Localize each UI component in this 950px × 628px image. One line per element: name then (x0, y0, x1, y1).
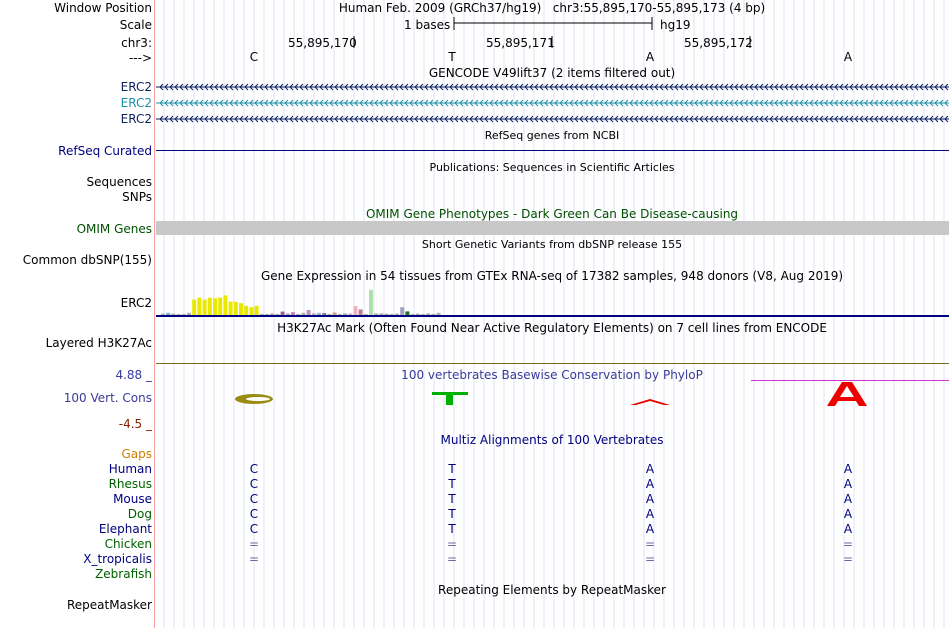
species-base: C (249, 492, 259, 506)
species-base: = (446, 552, 458, 566)
phylop-logo-a-large (827, 382, 867, 406)
species-base: A (843, 462, 853, 476)
species-base: = (644, 552, 656, 566)
species-label-dog[interactable]: Dog (127, 507, 152, 521)
species-base: = (644, 537, 656, 551)
species-base: A (645, 462, 655, 476)
species-base: A (645, 507, 655, 521)
gtex-tissue-bar[interactable] (192, 300, 196, 315)
pubs-label-snps[interactable]: SNPs (122, 190, 152, 204)
gencode-item-label-2[interactable]: ERC2 (120, 96, 152, 110)
species-base: = (446, 537, 458, 551)
gtex-tissue-bar[interactable] (208, 298, 212, 315)
ref-base-3: A (645, 50, 655, 64)
gtex-tissue-bar[interactable] (218, 298, 222, 315)
species-base: C (249, 522, 259, 536)
h3k27ac-label[interactable]: Layered H3K27Ac (45, 336, 152, 350)
ref-base-4: A (843, 50, 853, 64)
species-base: A (645, 477, 655, 491)
gencode-features[interactable] (0, 80, 950, 130)
gencode-track-title[interactable]: GENCODE V49lift37 (2 items filtered out) (428, 66, 676, 80)
ref-base-1: C (249, 50, 259, 64)
species-base: T (448, 507, 456, 521)
gtex-tissue-bar[interactable] (369, 290, 373, 315)
phylop-logo-area[interactable] (0, 378, 950, 418)
coord-1: 55,895,170 (288, 36, 357, 50)
scale-bases: 1 bases (404, 18, 451, 32)
species-base: A (645, 522, 655, 536)
species-label-chicken[interactable]: Chicken (104, 537, 152, 551)
gtex-label[interactable]: ERC2 (120, 296, 152, 310)
scale-assembly: hg19 (660, 18, 691, 32)
omim-feature-bar[interactable] (156, 221, 949, 235)
dbsnp-label[interactable]: Common dbSNP(155) (22, 253, 152, 267)
species-base: T (448, 492, 456, 506)
gtex-tissue-bar[interactable] (223, 295, 227, 315)
scale-label: Scale (119, 18, 152, 32)
refseq-track-title[interactable]: RefSeq genes from NCBI (484, 129, 620, 142)
window-position-label: Window Position (54, 1, 152, 15)
gtex-tissue-bar[interactable] (244, 306, 248, 315)
species-base: C (249, 462, 259, 476)
gtex-tissue-bar[interactable] (234, 302, 238, 315)
coord-2: 55,895,171 (486, 36, 555, 50)
rmsk-label[interactable]: RepeatMasker (66, 598, 152, 612)
gtex-tissue-bar[interactable] (353, 306, 357, 315)
refseq-label[interactable]: RefSeq Curated (58, 144, 152, 158)
species-base: A (843, 507, 853, 521)
window-position-value: Human Feb. 2009 (GRCh37/hg19) chr3:55,895,170-55,895,173 (4 bp) (338, 1, 766, 15)
species-base: C (249, 507, 259, 521)
species-label-x_tropicalis[interactable]: X_tropicalis (83, 552, 152, 566)
gtex-tissue-bar[interactable] (203, 300, 207, 315)
gencode-feature-1[interactable] (156, 84, 949, 90)
gtex-tissue-bar[interactable] (249, 307, 253, 315)
refseq-feature-line[interactable] (156, 150, 949, 151)
phylop-label[interactable]: 100 Vert. Cons (63, 391, 152, 405)
gtex-tissue-bar[interactable] (239, 303, 243, 315)
species-label-rhesus[interactable]: Rhesus (108, 477, 152, 491)
phylop-min-label: -4.5 _ (118, 417, 152, 431)
gtex-tissue-bar[interactable] (255, 306, 259, 315)
phylop-logo-a-small (630, 399, 670, 405)
strand-label: ---> (128, 51, 152, 65)
phylop-max-label: 4.88 _ (115, 368, 152, 382)
species-label-mouse[interactable]: Mouse (113, 492, 152, 506)
phylop-logo-t (432, 392, 468, 405)
chrom-label: chr3: (121, 36, 152, 50)
species-base: A (645, 492, 655, 506)
coord-3: 55,895,172 (684, 36, 753, 50)
gaps-label[interactable]: Gaps (121, 447, 152, 461)
gencode-feature-3[interactable] (156, 116, 949, 122)
species-base: = (248, 537, 260, 551)
gtex-tissue-bar[interactable] (400, 307, 404, 315)
ref-base-2: T (448, 50, 456, 64)
species-base: = (248, 552, 260, 566)
h3k27ac-track-title[interactable]: H3K27Ac Mark (Often Found Near Active Regulatory Elements) on 7 cell lines from ENCODE (277, 321, 827, 335)
omim-label[interactable]: OMIM Genes (76, 222, 152, 236)
gencode-feature-2[interactable] (156, 100, 949, 106)
species-base: T (448, 462, 456, 476)
phylop-logo-c (235, 394, 273, 404)
species-base: A (843, 522, 853, 536)
omim-track-title[interactable]: OMIM Gene Phenotypes - Dark Green Can Be Disease-causing (365, 207, 739, 221)
gtex-tissue-bar[interactable] (213, 298, 217, 315)
species-base: C (249, 477, 259, 491)
species-base: A (843, 477, 853, 491)
pubs-track-title[interactable]: Publications: Sequences in Scientific Articles (429, 161, 675, 174)
gtex-track-title[interactable]: Gene Expression in 54 tissues from GTEx RNA-seq of 17382 samples, 948 donors (V8, Aug 2019) (260, 269, 844, 283)
gtex-tissue-bar[interactable] (197, 298, 201, 315)
gtex-gene-line (156, 315, 949, 317)
pubs-label-sequences[interactable]: Sequences (86, 175, 152, 189)
multiz-track-title[interactable]: Multiz Alignments of 100 Vertebrates (440, 433, 664, 447)
species-base: T (448, 522, 456, 536)
phylop-track-title[interactable]: 100 vertebrates Basewise Conservation by PhyloP (401, 368, 703, 382)
species-label-human[interactable]: Human (108, 462, 152, 476)
species-base: A (843, 492, 853, 506)
gencode-item-label-3[interactable]: ERC2 (120, 112, 152, 126)
dbsnp-track-title[interactable]: Short Genetic Variants from dbSNP release 155 (421, 238, 683, 251)
h3k27ac-signal-line (156, 363, 949, 364)
gtex-tissue-bar[interactable] (229, 302, 233, 315)
rmsk-track-title[interactable]: Repeating Elements by RepeatMasker (438, 583, 666, 597)
species-base: = (842, 537, 854, 551)
species-label-elephant[interactable]: Elephant (98, 522, 152, 536)
species-base: = (842, 552, 854, 566)
gtex-bar-chart[interactable] (0, 280, 950, 320)
species-label-zebrafish[interactable]: Zebrafish (95, 567, 152, 581)
gencode-item-label-1[interactable]: ERC2 (120, 80, 152, 94)
species-base: T (448, 477, 456, 491)
